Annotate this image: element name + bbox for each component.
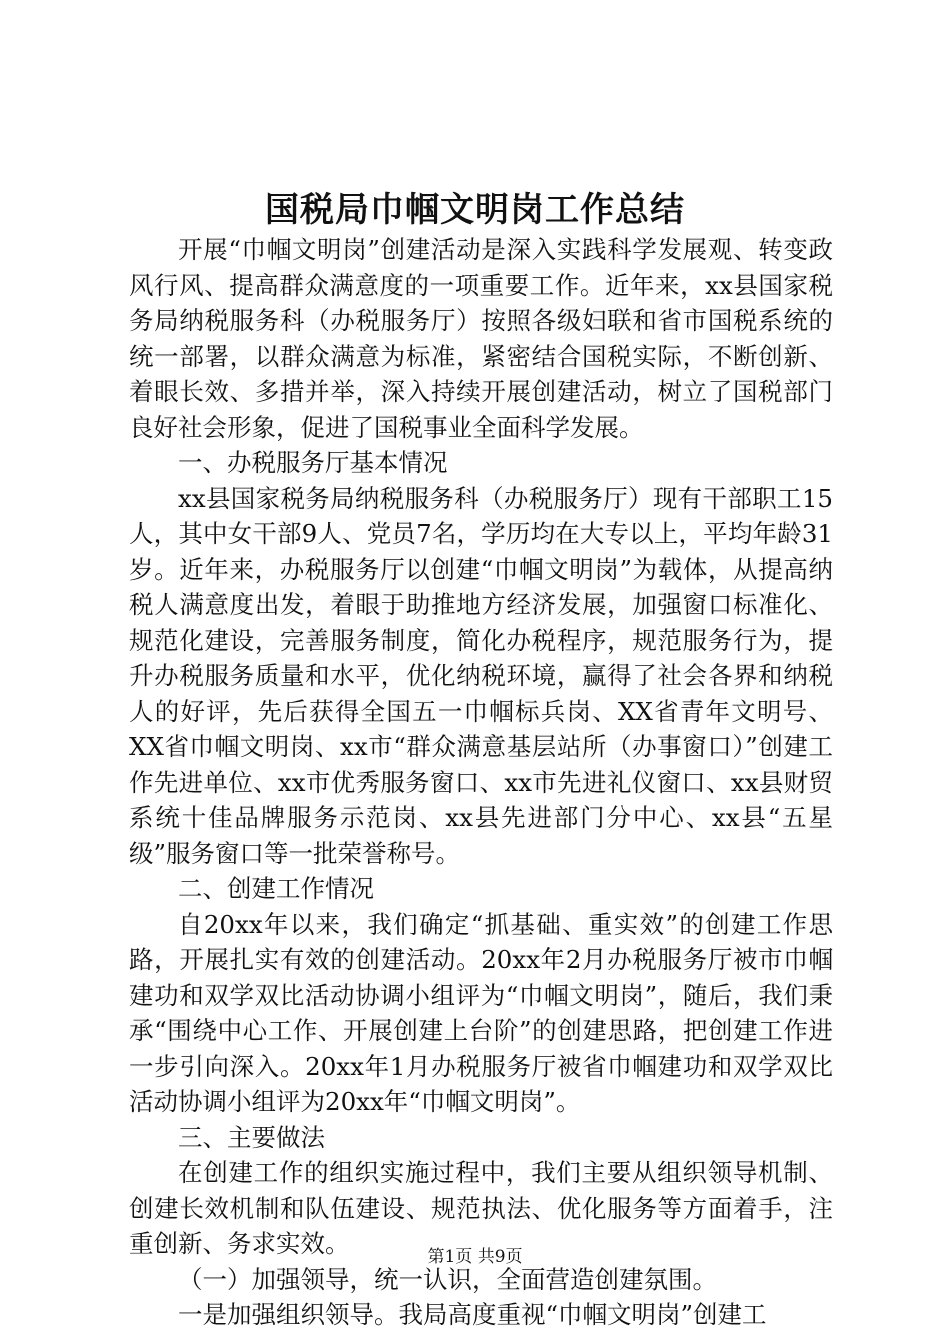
page-footer: 第1页 共9页 [427,1247,523,1267]
section-heading-2: 二、创建工作情况 [178,874,374,903]
subsection-heading-1: （一）加强领导，统一认识，全面营造创建氛围。 [178,1264,717,1294]
document-title: 国税局巾帼文明岗工作总结 [265,190,685,230]
paragraph-basic-info: xx县国家税务局纳税服务科（办税服务厅）现有干部职工15人，其中女干部9人、党员7名，学历均在大专以上，平均年龄31岁。近年来，办税服务厅以创建“巾帼文明岗”为载体，从提高纳税人满意度出发，着眼于助推地方经济发展，加强窗口标准化、规范化建设，完善服务制度，简化办税程序，规范服务行为，提升办税服务质量和水平，优化纳税环境，赢得了社会各界和纳税人的好评，先后获得全国五一巾帼标兵岗、XX省青年文明号、XX省巾帼文明岗、xx市“群众满意基层站所（办事窗口）”创建工作先进单位、xx市优秀服务窗口、xx市先进礼仪窗口、xx县财贸系统十佳品牌服务示范岗、xx县先进部门分中心、xx县“五星级”服务窗口等一批荣誉称号。 [129,483,833,868]
section-heading-3: 三、主要做法 [178,1122,325,1152]
document-body [129,232,833,1333]
section-heading-1: 一、办税服务厅基本情况 [178,448,448,477]
paragraph-leadership: 一是加强组织领导。我局高度重视“巾帼文明岗”创建工 [178,1300,767,1329]
paragraph-main-methods: 在创建工作的组织实施过程中，我们主要从组织领导机制、创建长效机制和队伍建设、规范执法、优化服务等方面着手，注重创新、务求实效。 [129,1158,833,1258]
paragraph-intro: 开展“巾帼文明岗”创建活动是深入实践科学发展观、转变政风行风、提高群众满意度的一项重要工作。近年来，xx县国家税务局纳税服务科（办税服务厅）按照各级妇联和省市国税系统的统一部署，以群众满意为标准，紧密结合国税实际，不断创新、着眼长效、多措并举，深入持续开展创建活动，树立了国税部门良好社会形象，促进了国税事业全面科学发展。 [129,235,833,442]
paragraph-work-status: 自20xx年以来，我们确定“抓基础、重实效”的创建工作思路，开展扎实有效的创建活动。20xx年2月办税服务厅被市巾帼建功和双学双比活动协调小组评为“巾帼文明岗”，随后，我们秉承“围绕中心工作、开展创建上台阶”的创建思路，把创建工作进一步引向深入。20xx年1月办税服务厅被省巾帼建功和双学双比活动协调小组评为20xx年“巾帼文明岗”。 [129,909,833,1116]
